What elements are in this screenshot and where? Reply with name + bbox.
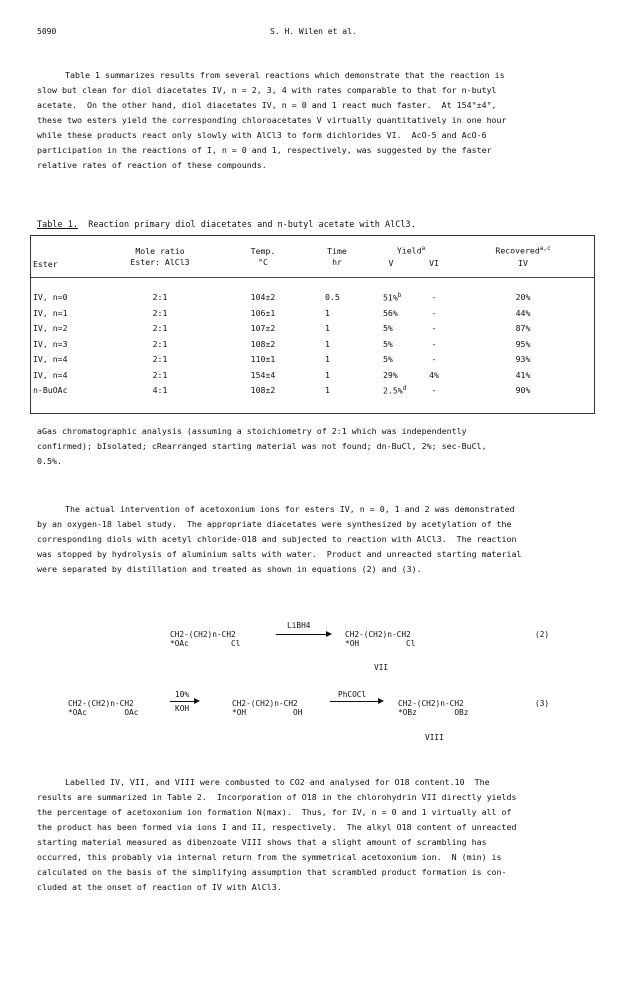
- text-line: while these products react only slowly with AlCl3 to form dichlorides VI. AcO-5 and AcO-6: [37, 130, 487, 140]
- cell-temp: 104±2: [250, 292, 276, 302]
- text-line: cluded at the onset of reaction of IV with AlCl3.: [37, 882, 282, 892]
- cell-ratio: 2:1: [152, 307, 168, 318]
- cell-ratio: 2:1: [152, 323, 168, 333]
- eq3-arrow-1: [170, 701, 198, 702]
- cell-v: 5%: [383, 338, 393, 349]
- text-line: occurred, this probably via internal return from the symmetrical acetoxonium ion. N (min) is: [37, 852, 502, 862]
- text-line: participation in the reactions of I, n = 0 and 1, respectively, was suggested by the faster: [37, 145, 492, 155]
- cell-time: 1: [325, 385, 330, 395]
- text-line: relative rates of reaction of these compounds.: [37, 160, 267, 170]
- mid-paragraph: [37, 502, 593, 577]
- text-line: acetate. On the other hand, diol diacetates IV, n = 0 and 1 react much faster. At 154°±4°,: [37, 100, 497, 110]
- th-recovered-iv: IV: [518, 258, 528, 268]
- cell-ester: IV, n=2: [33, 323, 68, 333]
- cell-v: 5%: [383, 354, 393, 364]
- eq3-reagent-bottom: KOH: [175, 704, 190, 713]
- eq3-intermediate: CH2-(CH2)n-CH2 *OH OH: [232, 699, 303, 717]
- table-caption-text: Reaction primary diol diacetates and n-butyl acetate with AlCl3.: [88, 220, 416, 230]
- th-mole-ratio: Mole ratio: [135, 246, 185, 256]
- th-yield: Yield$^a$: [396, 245, 426, 256]
- table-label: Table 1.: [37, 220, 78, 230]
- text-line: The actual intervention of acetoxonium ions for esters IV, n = 0, 1 and 2 was demonstrated: [65, 504, 515, 514]
- text-line: Labelled IV, VII, and VIII were combusted to CO2 and analysed for O18 content.10 The: [65, 777, 490, 787]
- text-line: slow but clean for diol diacetates IV, n = 2, 3, 4 with rates comparable to that for n-butyl: [37, 85, 497, 95]
- cell-rec: 41%: [515, 369, 531, 380]
- page-number: 5090: [37, 27, 57, 36]
- cell-rec: 93%: [515, 354, 531, 364]
- cell-ratio: 2:1: [152, 369, 168, 380]
- cell-vi: -: [431, 307, 437, 318]
- cell-ester: IV, n=0: [33, 292, 68, 302]
- eq3-product-label: VIII: [425, 733, 444, 742]
- eq2-reagent: LiBH4: [287, 621, 311, 630]
- cell-rec: 87%: [515, 323, 531, 333]
- eq3-arrow-2: [330, 701, 382, 702]
- cell-ratio: 4:1: [152, 385, 168, 395]
- th-time: Time: [327, 246, 347, 256]
- text-line: starting material measured as dibenzoate VIII shows that a slight amount of scrambling has: [37, 837, 487, 847]
- eq3-reagent-top: 10%: [175, 690, 190, 699]
- eq2-product: CH2-(CH2)n-CH2 *OH Cl: [345, 630, 416, 648]
- th-time-unit: hr: [332, 257, 342, 267]
- eq3-reagent-2: PhCOCl: [338, 690, 367, 699]
- table-rule: [31, 277, 594, 278]
- cell-v: 29%: [383, 369, 398, 380]
- cell-vi: -: [431, 385, 437, 395]
- eq3-start: CH2-(CH2)n-CH2 *OAc OAc: [68, 699, 139, 717]
- cell-time: 1: [325, 354, 330, 364]
- cell-v: 56%: [383, 307, 398, 318]
- eq2-arrow: [276, 634, 330, 635]
- cell-time: 1: [325, 369, 330, 380]
- table-footnotes: [37, 424, 593, 469]
- cell-ratio: 2:1: [152, 354, 168, 364]
- text-line: confirmed); bIsolated; cRearranged starting material was not found; dn-BuCl, 2%; sec-BuCl,: [37, 441, 487, 451]
- cell-vi: 4%: [429, 369, 439, 380]
- text-line: the percentage of acetoxonium ion formation N(max). Thus, for IV, n = 0 and 1 virtually all of: [37, 807, 512, 817]
- cell-rec: 90%: [515, 385, 531, 395]
- eq3-product: CH2-(CH2)n-CH2 *OBz OBz: [398, 699, 469, 717]
- text-line: aGas chromatographic analysis (assuming a stoichiometry of 2:1 which was independently: [37, 426, 467, 436]
- text-line: by an oxygen-18 label study. The appropriate diacetates were synthesized by acetylation of the: [37, 519, 512, 529]
- cell-time: 0.5: [325, 292, 340, 302]
- eq2-start: CH2-(CH2)n-CH2 *OAc Cl: [170, 630, 241, 648]
- cell-rec: 95%: [515, 338, 531, 349]
- text-line: 0.5%.: [37, 456, 62, 466]
- text-line: was stopped by hydrolysis of aluminium salts with water. Product and unreacted starting material: [37, 549, 522, 559]
- table-1: [30, 235, 595, 414]
- eq2-number: (2): [535, 630, 550, 639]
- cell-time: 1: [325, 338, 330, 349]
- cell-temp: 154±4: [250, 369, 276, 380]
- cell-time: 1: [325, 307, 330, 318]
- cell-ester: IV, n=4: [33, 354, 68, 364]
- th-temp: Temp.: [250, 246, 276, 256]
- cell-temp: 108±2: [250, 385, 276, 395]
- text-line: were separated by distillation and treated as shown in equations (2) and (3).: [37, 564, 422, 574]
- cell-vi: -: [431, 338, 437, 349]
- th-temp-unit: °C: [258, 257, 268, 267]
- text-line: corresponding diols with acetyl chloride-O18 and subjected to reaction with AlCl3. The reaction: [37, 534, 517, 544]
- cell-vi: -: [431, 323, 437, 333]
- cell-temp: 107±2: [250, 323, 276, 333]
- cell-ester: IV, n=1: [33, 307, 68, 318]
- cell-v: 5%: [383, 323, 393, 333]
- eq2-product-label: VII: [374, 663, 389, 672]
- cell-temp: 108±2: [250, 338, 276, 349]
- cell-vi: -: [431, 292, 437, 302]
- cell-v: 2.5%$^d$: [383, 385, 407, 396]
- cell-ratio: 2:1: [152, 338, 168, 349]
- eq3-number: (3): [535, 699, 550, 708]
- text-line: results are summarized in Table 2. Incorporation of O18 in the chlorohydrin VII directly yields: [37, 792, 517, 802]
- cell-rec: 20%: [515, 292, 531, 302]
- cell-v: 51%$^b$: [383, 292, 402, 303]
- table-caption: [37, 220, 416, 230]
- cell-temp: 110±1: [250, 354, 276, 364]
- th-mole-ratio-2: Ester: AlCl3: [130, 257, 190, 267]
- cell-ester: IV, n=4: [33, 369, 68, 380]
- text-line: the product has been formed via ions I and II, respectively. The alkyl O18 content of unreacted: [37, 822, 517, 832]
- th-recovered: Recovered$^{a,c}$: [495, 245, 551, 256]
- text-line: calculated on the basis of the simplifying assumption that scrambled product formation is con-: [37, 867, 507, 877]
- running-title: S. H. Wilen et al.: [270, 27, 357, 36]
- cell-rec: 44%: [515, 307, 531, 318]
- cell-temp: 106±1: [250, 307, 276, 318]
- text-line: Table 1 summarizes results from several reactions which demonstrate that the reaction is: [65, 70, 505, 80]
- intro-paragraph: [37, 68, 593, 173]
- cell-vi: -: [431, 354, 437, 364]
- cell-ester: n-BuOAc: [33, 385, 68, 395]
- cell-time: 1: [325, 323, 330, 333]
- cell-ester: IV, n=3: [33, 338, 68, 349]
- text-line: these two esters yield the corresponding chloroacetates V virtually quantitatively in one hour: [37, 115, 507, 125]
- th-yield-vi: VI: [429, 258, 439, 268]
- final-paragraph: [37, 775, 593, 895]
- th-yield-v: V: [388, 258, 394, 268]
- cell-ratio: 2:1: [152, 292, 168, 302]
- th-ester: Ester: [33, 259, 58, 269]
